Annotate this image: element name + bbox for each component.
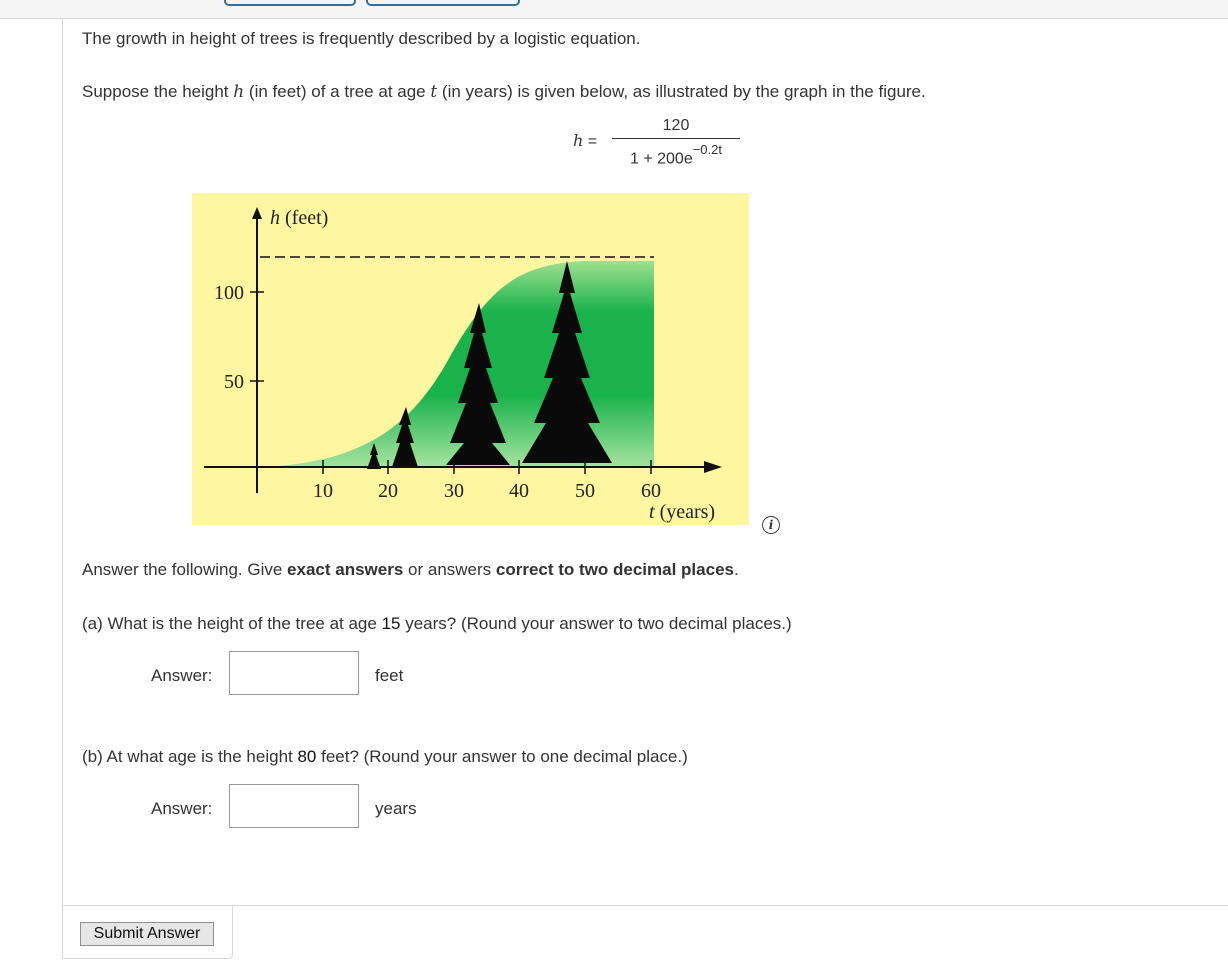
y-tick-label-100: 100	[214, 282, 244, 304]
x-tick-label-30: 30	[444, 480, 464, 502]
bottom-divider	[232, 905, 1228, 906]
content-left-border	[62, 18, 63, 958]
y-tick-label-50: 50	[224, 371, 244, 393]
info-icon[interactable]: i	[762, 516, 780, 534]
equation-numerator: 120	[662, 117, 690, 134]
part-b-answer-input[interactable]	[229, 784, 359, 828]
equation-lhs: h =	[573, 131, 598, 150]
x-tick-label-20: 20	[378, 480, 398, 502]
part-a-question: (a) What is the height of the tree at age 15 years? (Round your answer to two decimal places.)	[82, 614, 792, 633]
instructions-text: Answer the following. Give exact answers or answers correct to two decimal places.	[82, 560, 739, 579]
logistic-growth-figure	[192, 193, 749, 525]
figure-svg	[192, 193, 749, 525]
toolbar-button-2[interactable]	[366, 0, 520, 6]
part-a-unit: feet	[375, 666, 404, 685]
x-tick-label-60: 60	[641, 480, 661, 502]
part-b-answer-label: Answer:	[151, 799, 213, 818]
equation-fraction	[612, 116, 740, 169]
x-tick-label-10: 10	[313, 480, 333, 502]
toolbar-button-1[interactable]	[224, 0, 356, 6]
intro-question: Suppose the height h (in feet) of a tree at age t (in years) is given below, as illustrated by the graph in the figure.	[82, 82, 926, 102]
part-b-question: (b) At what age is the height 80 feet? (Round your answer to one decimal place.)	[82, 747, 688, 766]
part-b-unit: years	[375, 799, 417, 818]
fraction-bar	[612, 138, 740, 139]
top-toolbar	[0, 0, 1228, 19]
x-axis-label: t (years)	[649, 501, 716, 523]
x-tick-label-50: 50	[575, 480, 595, 502]
intro-text: The growth in height of trees is frequently described by a logistic equation.	[82, 29, 641, 48]
x-tick-label-40: 40	[509, 480, 529, 502]
part-a-answer-input[interactable]	[229, 651, 359, 695]
equation-denominator: $1 + 200e^{-0.2t}$	[629, 142, 722, 168]
y-axis-label: h (feet)	[270, 207, 329, 229]
submit-answer-button[interactable]: Submit Answer	[80, 922, 214, 946]
part-a-answer-label: Answer:	[151, 666, 213, 685]
